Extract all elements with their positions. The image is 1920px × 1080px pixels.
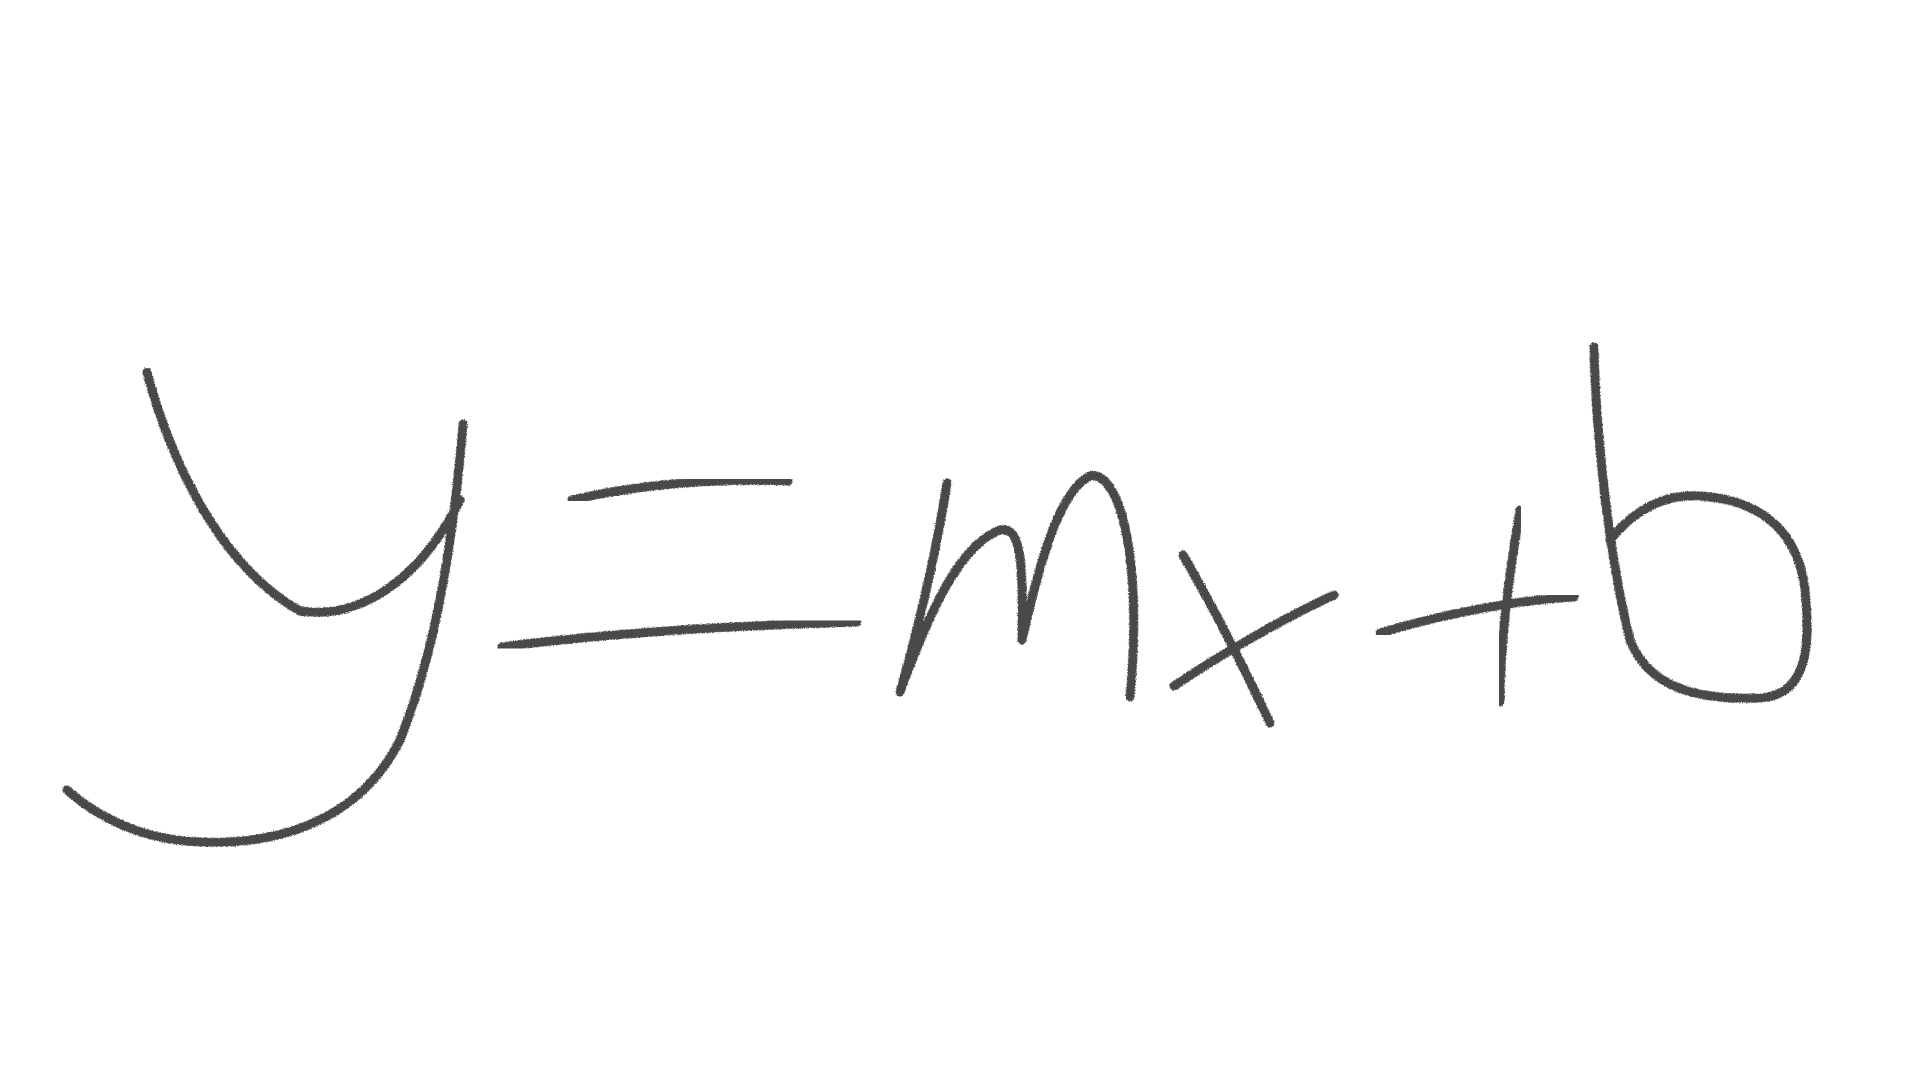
- stroke-y-descender: [67, 424, 463, 842]
- stroke-y-left-arm: [147, 372, 460, 612]
- stroke-x-up: [1174, 595, 1334, 686]
- glyph-b: [1594, 347, 1807, 698]
- glyph-y: [67, 372, 463, 842]
- glyph-plus: [1380, 510, 1574, 702]
- stroke-plus-horizontal: [1380, 597, 1574, 633]
- stroke-b: [1594, 347, 1807, 698]
- glyph-m: [900, 476, 1134, 697]
- stroke-equals-bottom: [502, 622, 857, 647]
- stroke-equals-top: [572, 480, 788, 500]
- stroke-m: [900, 476, 1134, 697]
- glyph-x: [1174, 555, 1334, 723]
- glyph-equals: [502, 480, 857, 647]
